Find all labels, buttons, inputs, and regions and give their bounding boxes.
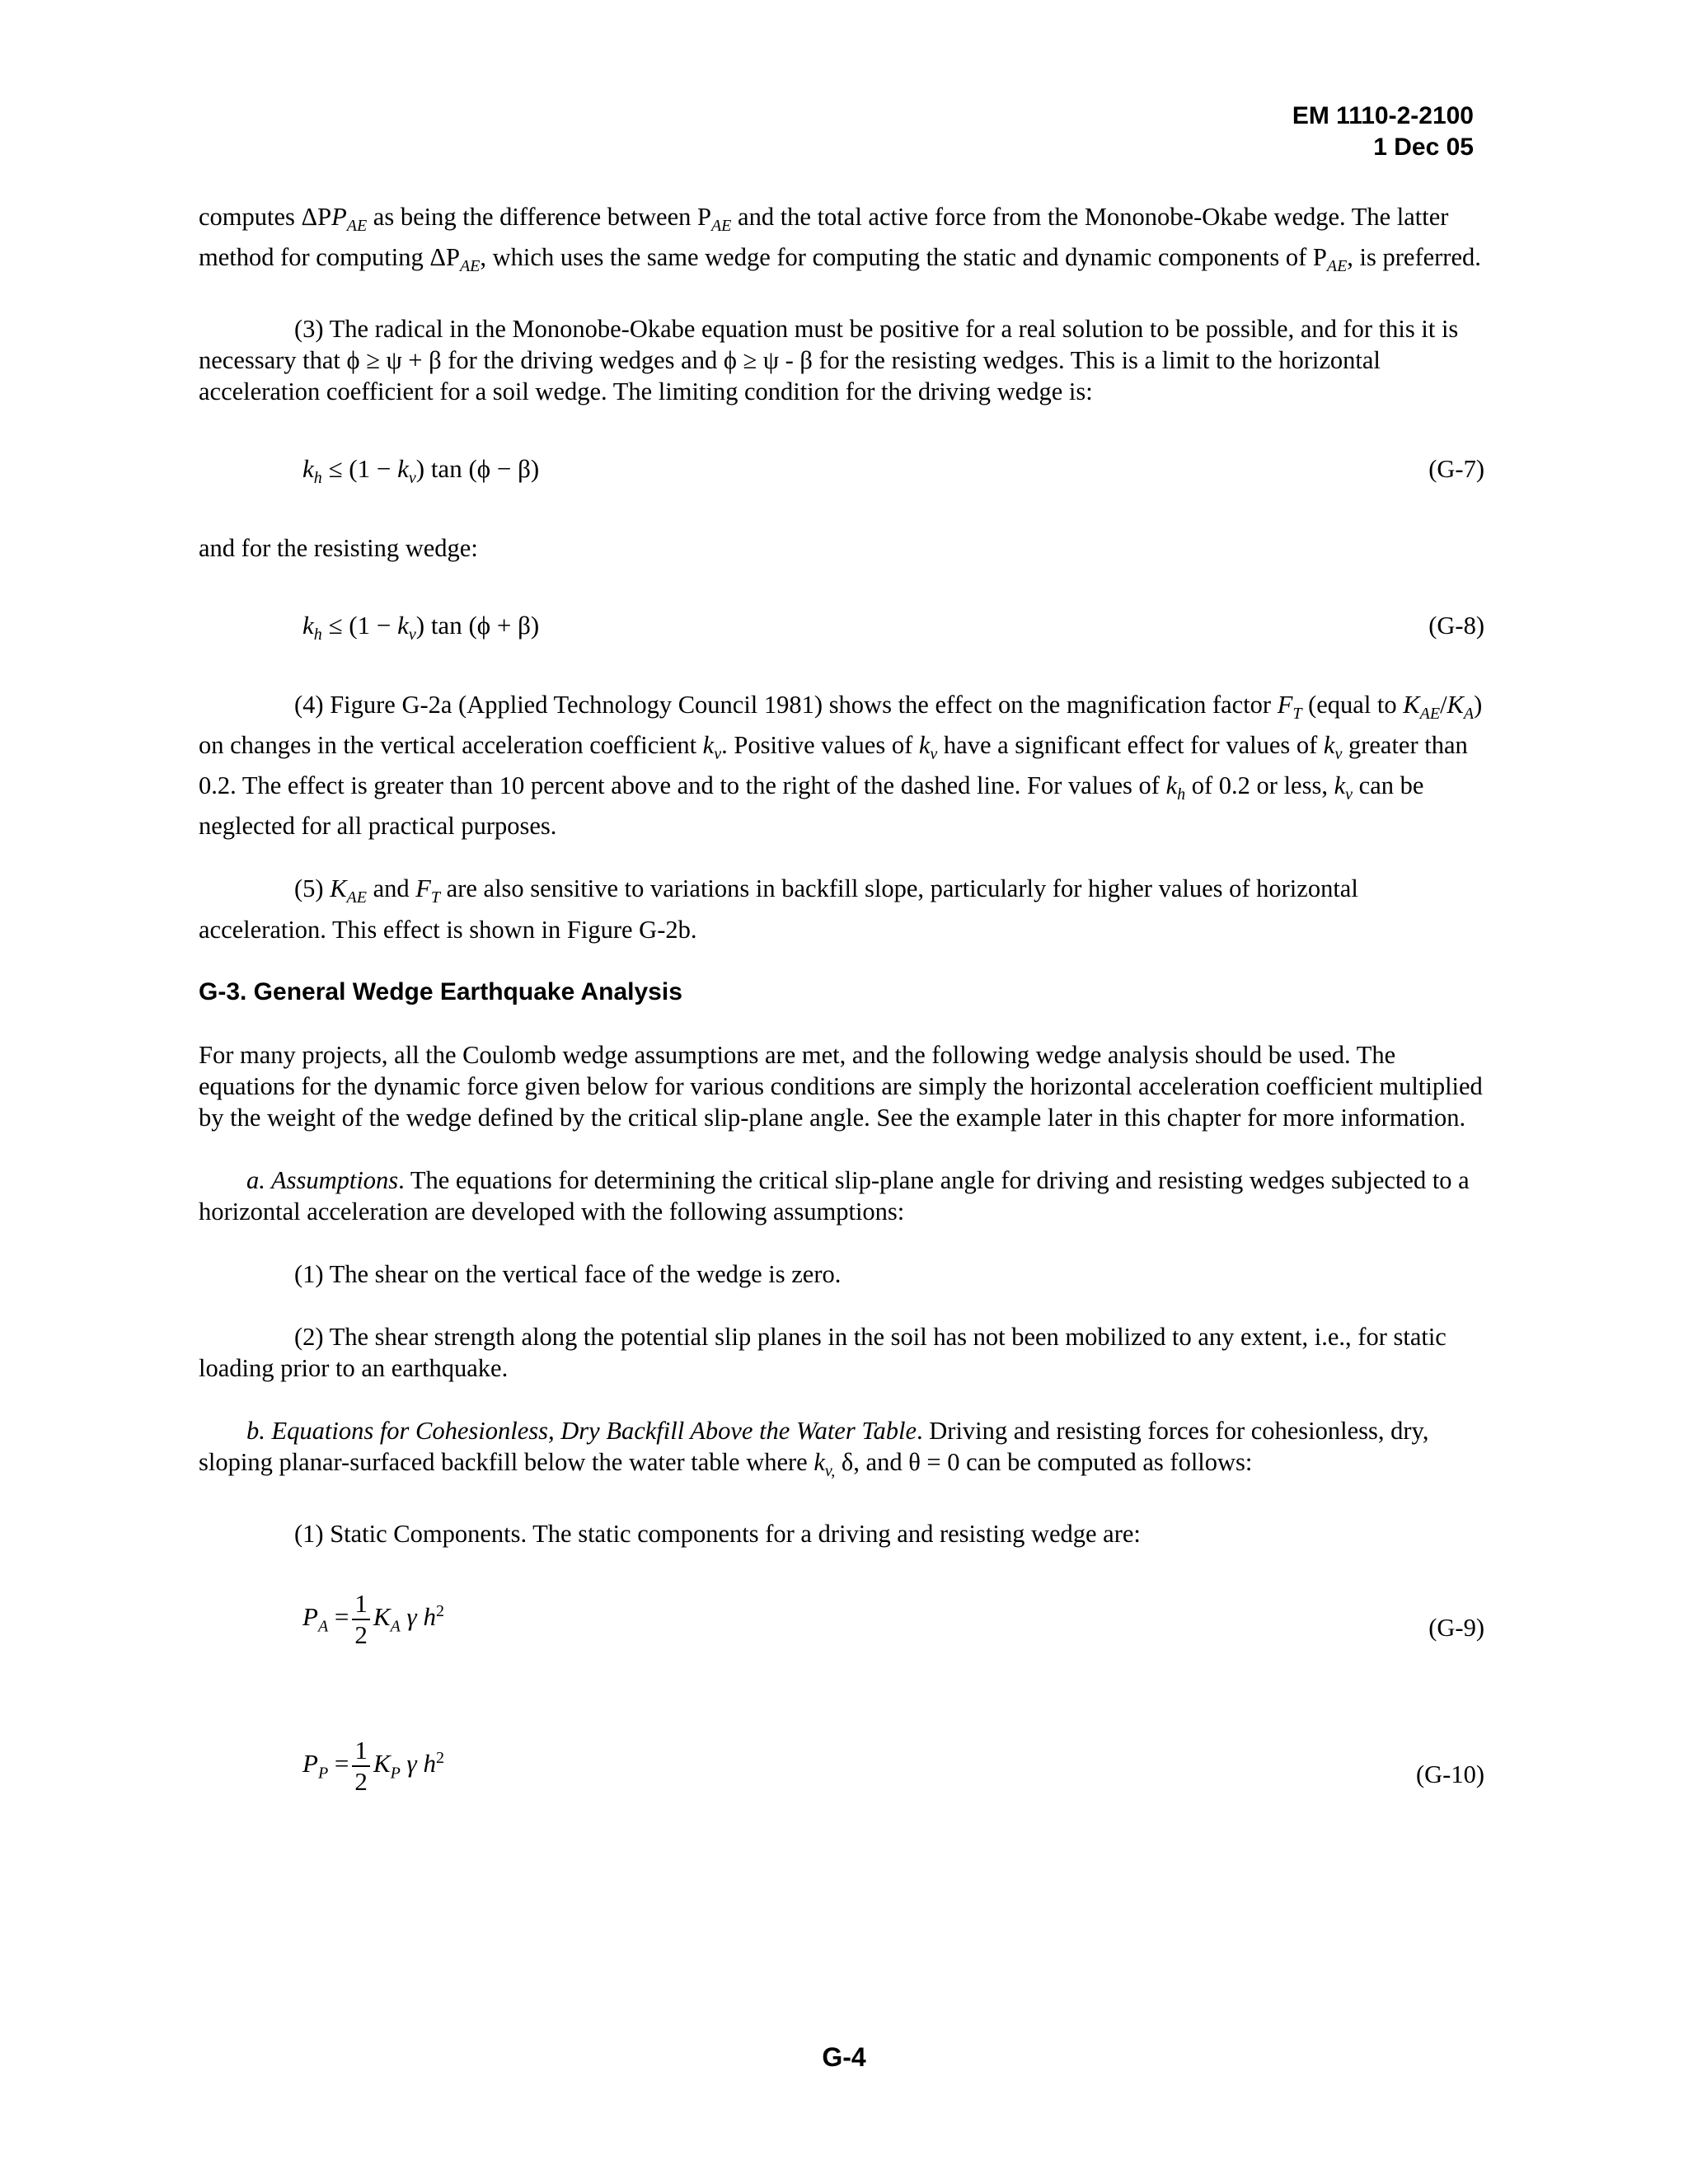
paragraph-3: (3) The radical in the Mononobe-Okabe equation must be positive for a real solution to be possible, and for this it is necessary that ϕ ≥ ψ + β for the driving wedges and ϕ ≥ ψ - β for the resisting wedges. This is a limit to the horizontal acceleration coefficient for a soil wedge. The limiting condition for the driving wedge is:: [199, 315, 1459, 406]
static-components-paragraph: (1) Static Components. The static components for a driving and resisting wedge are:: [294, 1519, 1141, 1548]
equation-g10-expression: $P_P$ = $\frac{1}{2}$ $K_P$ γ $h^2$: [302, 1735, 445, 1796]
equation-g7-number: (G-7): [1428, 455, 1484, 484]
paragraph-4: (4) Figure G-2a (Applied Technology Council 1981) shows the effect on the magnification factor $F_T$ (equal to $K_{AE}/K_A$) on changes in the vertical acceleration coefficient $k_v$. Positive values of $k_v$ have a significant effect for values of $k_v$ greater than 0.2. The effect is greater than 10 percent above and to the right of the dashed line. For values of $k_h$ of 0.2 or less, $k_v$ can be neglected for all practical purposes.: [199, 691, 1483, 841]
equation-g8-expression: $k_h \le (1 - k_v)$ tan (ϕ + β): [302, 611, 540, 644]
assumption-item-2: (2) The shear strength along the potential slip planes in the soil has not been mobilized to any extent, i.e., for static loading prior to an earthquake.: [199, 1322, 1447, 1382]
equation-g10-fraction: $\frac{1}{2}$: [352, 1736, 370, 1797]
equation-g8-number: (G-8): [1428, 612, 1484, 640]
assumption-item-1: (1) The shear on the vertical face of the wedge is zero.: [294, 1259, 842, 1288]
equation-g7-expression: $k_h \le (1 - k_v)$ tan (ϕ − β): [302, 454, 540, 488]
equations-b-paragraph: b. Equations for Cohesionless, Dry Backfill Above the Water Table. Driving and resisting forces for cohesionless, dry, sloping planar-surfaced backfill below the water table where $k_{v,}$ δ, and θ = 0 can be computed as follows:: [199, 1416, 1429, 1480]
equation-g7: [199, 438, 1484, 501]
assumptions-paragraph: a. Assumptions. The equations for determining the critical slip-plane angle for driving and resisting wedges subjected to a horizontal acceleration are developed with the following assumptions:: [199, 1165, 1470, 1226]
equation-g10: [199, 1727, 1484, 1843]
document-date: 1 Dec 05: [1373, 134, 1474, 161]
page-header: [1292, 101, 1474, 163]
resisting-wedge-intro: and for the resisting wedge:: [199, 534, 478, 563]
section-intro-paragraph: For many projects, all the Coulomb wedge assumptions are met, and the following wedge analysis should be used. The equations for the dynamic force given below for various conditions are simply the horizontal acceleration coefficient multiplied by the weight of the wedge defined by the critical slip-plane angle. See the example later in this chapter for more information.: [199, 1040, 1483, 1132]
page-body: [199, 201, 1484, 1874]
equation-g10-number: (G-10): [1416, 1760, 1484, 1788]
equation-g8: [199, 595, 1484, 658]
equation-g9-fraction: $\frac{1}{2}$: [352, 1589, 370, 1650]
equation-g9-expression: $P_A$ = $\frac{1}{2}$ $K_A$ γ $h^2$: [302, 1588, 445, 1649]
document-number: EM 1110-2-2100: [1292, 102, 1474, 129]
section-heading: G-3. General Wedge Earthquake Analysis: [199, 977, 682, 1005]
page-number: G-4: [822, 2042, 866, 2072]
equation-g9: [199, 1581, 1484, 1696]
continuation-paragraph: computes $\Delta PP_{AE}$ as being the difference between $P_{AE}$ and the total active force from the Mononobe-Okabe wedge. The latter method for computing $\Delta P_{AE}$, which uses the same wedge for computing the static and dynamic components of $P_{AE}$, is preferred.: [199, 203, 1481, 276]
paragraph-5: (5) $K_{AE}$ and $F_T$ are also sensitive to variations in backfill slope, particularly for higher values of horizontal acceleration. This effect is shown in Figure G-2b.: [199, 874, 1358, 944]
equation-g9-number: (G-9): [1428, 1613, 1484, 1642]
